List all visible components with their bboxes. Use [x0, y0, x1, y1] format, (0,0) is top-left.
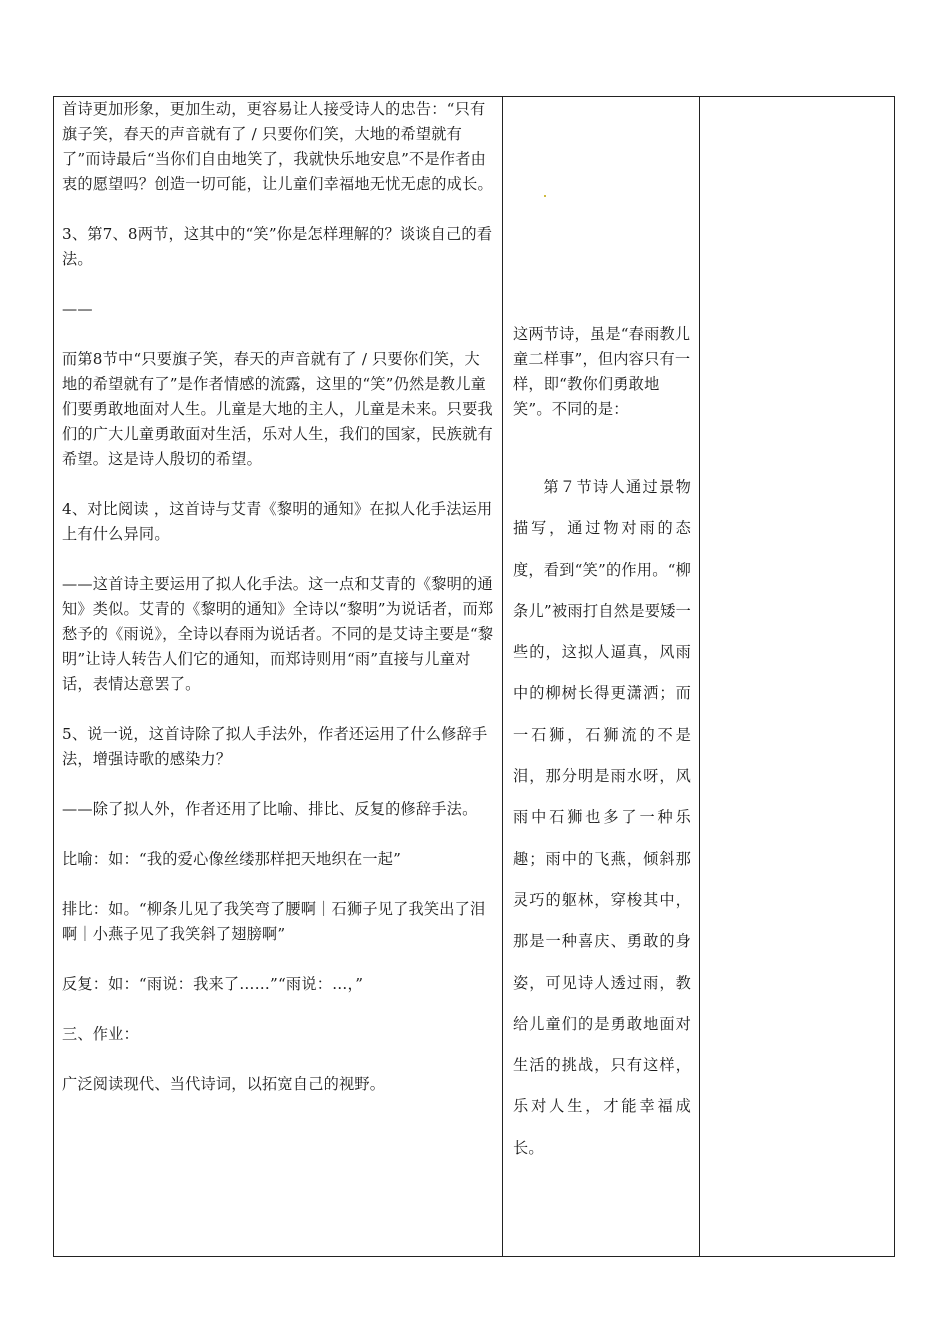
paragraph-intro: 首诗更加形象，更加生动，更容易让人接受诗人的忠告：“只有旗子笑，春天的声音就有了 / 只要你们笑，大地的希望就有了”而诗最后“当你们自由地笑了，我就快乐地安息”不是作者由衷的愿望吗？创造一切可能，让儿童们幸福地无忧无虑的成长。: [62, 100, 493, 193]
homework-heading: 三、作业：: [62, 1025, 139, 1043]
empty-column: [700, 97, 894, 1256]
lesson-table: [53, 96, 895, 1257]
repetition-example: 反复：如：“雨说：我来了……”“雨说：…，”: [62, 975, 364, 993]
metaphor-example: 比喻：如：“我的爱心像丝缕那样把天地织在一起”: [62, 850, 402, 868]
answer-dash: ——: [62, 300, 93, 318]
answer-3: 而第8节中“只要旗子笑，春天的声音就有了 / 只要你们笑，大地的希望就有了”是作者情感的流露，这里的“笑”仍然是教儿童们要勇敢地面对人生。儿童是大地的主人，儿童是未来。只要我们的广大儿童勇敢面对生活，乐对人生，我们的国家，民族就有希望。这是诗人殷切的希望。: [62, 350, 493, 468]
answer-4: ——这首诗主要运用了拟人化手法。这一点和艾青的《黎明的通知》类似。艾青的《黎明的通知》全诗以“黎明”为说话者，而郑愁予的《雨说》，全诗以春雨为说话者。不同的是艾诗主要是“黎明”让诗人转告人们它的通知，而郑诗则用“雨”直接与儿童对话，表情达意罢了。: [62, 575, 494, 693]
answer-5: ——除了拟人外，作者还用了比喻、排比、反复的修辞手法。: [62, 800, 478, 818]
question-4: 4、对比阅读 ，这首诗与艾青《黎明的通知》在拟人化手法运用上有什么异同。: [62, 500, 493, 543]
ink-dot: [544, 195, 546, 197]
main-content-column: [54, 97, 503, 1256]
question-5: 5、说一说，这首诗除了拟人手法外，作者还运用了什么修辞手法，增强诗歌的感染力？: [62, 725, 488, 768]
notes-column: [503, 97, 700, 1256]
notes-body: 第７节诗人通过景物描写，通过物对雨的态度，看到“笑”的作用。“柳条儿”被雨打自然是要矮一些的，这拟人逼真，风雨中的柳树长得更潇洒；而一石狮，石狮流的不是泪，那分明是雨水呀，风雨中石狮也多了一种乐趣；雨中的飞燕，倾斜那灵巧的躯林，穿梭其中，那是一种喜庆、勇敢的身姿，可见诗人透过雨，教给儿童们的是勇敢地面对生活的挑战，只有这样，乐对人生，才能幸福成长。: [513, 478, 691, 1157]
question-3: 3、第7、8两节，这其中的“笑”你是怎样理解的？谈谈自己的看法。: [62, 225, 493, 268]
homework-text: 广泛阅读现代、当代诗词，以拓宽自己的视野。: [62, 1075, 386, 1093]
notes-intro: 这两节诗，虽是“春雨教儿童二样事”，但内容只有一样，即“教你们勇敢地笑”。不同的是：: [513, 325, 691, 418]
parallelism-example: 排比：如。“柳条儿见了我笑弯了腰啊｜石狮子见了我笑出了泪啊｜小燕子见了我笑斜了翅膀啊”: [62, 900, 486, 943]
